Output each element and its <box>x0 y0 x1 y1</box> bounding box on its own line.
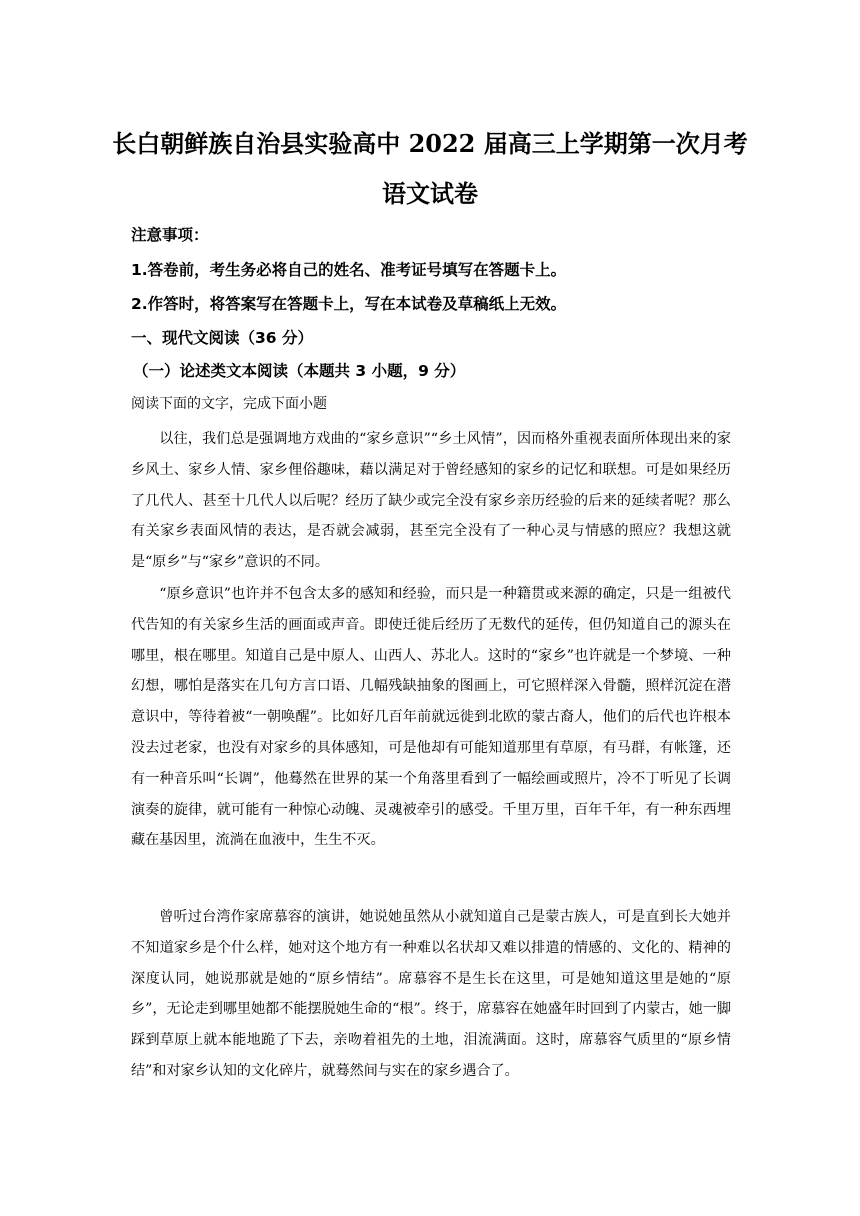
section-subheading: （一）论述类文本阅读（本题共 3 小题，9 分） <box>133 362 466 380</box>
exam-title: 长白朝鲜族自治县实验高中 2022 届高三上学期第一次月考 <box>112 129 748 158</box>
exam-subtitle: 语文试卷 <box>382 179 478 208</box>
passage-paragraph: 以往，我们总是强调地方戏曲的“家乡意识”“乡土风情”，因而格外重视表面所体现出来的家乡风土、家乡人情、家乡俚俗趣味，藉以满足对于曾经感知的家乡的记忆和联想。可是如果经历了几代人、甚至十几代人以后呢？经历了缺少或完全没有家乡亲历经验的后来的延续者呢？那么有关家乡表面风情的表达，是否就会减弱，甚至完全没有了一种心灵与情感的照应？我想这就是“原乡”与“家乡”意识的不同。 <box>131 431 731 571</box>
passage-paragraph: “原乡意识”也许并不包含太多的感知和经验，而只是一种籍贯或来源的确定，只是一组被代代告知的有关家乡生活的画面或声音。即使迁徙后经历了无数代的延传，但仍知道自己的源头在哪里，根在哪里。知道自己是中原人、山西人、苏北人。这时的“家乡”也许就是一个梦境、一种幻想，哪怕是落实在几句方言口语、几幅残缺抽象的图画上，可它照样深入骨髓，照样沉淀在潜意识中，等待着被“一朝唤醒”。比如好几百年前就远徙到北欧的蒙古裔人，他们的后代也许根本没去过老家，也没有对家乡的具体感知，可是他却有可能知道那里有草原，有马群，有帐篷，还有一种音乐叫“长调”，他蓦然在世界的某一个角落里看到了一幅绘画或照片，冷不丁听见了长调演奏的旋律，就可能有一种惊心动魄、灵魂被牵引的感受。千里万里，百年千年，有一种东西埋藏在基因里，流淌在血液中，生生不灭。 <box>131 586 731 849</box>
notice-heading: 注意事项： <box>131 226 209 244</box>
section-heading: 一、现代文阅读（36 分） <box>131 329 313 347</box>
notice-item: 2.作答时，将答案写在答题卡上，写在本试卷及草稿纸上无效。 <box>131 295 567 313</box>
reading-instruction: 阅读下面的文字，完成下面小题 <box>131 396 327 412</box>
notice-item: 1.答卷前，考生务必将自己的姓名、准考证号填写在答题卡上。 <box>131 261 567 279</box>
passage-paragraph: 曾听过台湾作家席慕容的演讲，她说她虽然从小就知道自己是蒙古族人，可是直到长大她并不知道家乡是个什么样，她对这个地方有一种难以名状却又难以排遣的情感的、文化的、精神的深度认同，她说那就是她的“原乡情结”。席慕容不是生长在这里，可是她知道这里是她的“原乡”，无论走到哪里她都不能摆脱她生命的“根”。终于，席慕容在她盛年时回到了内蒙古，她一脚踩到草原上就本能地跪了下去，亲吻着祖先的土地，泪流满面。这时，席慕容气质里的“原乡情结”和对家乡认知的文化碎片，就蓦然间与实在的家乡遇合了。 <box>131 909 731 1079</box>
